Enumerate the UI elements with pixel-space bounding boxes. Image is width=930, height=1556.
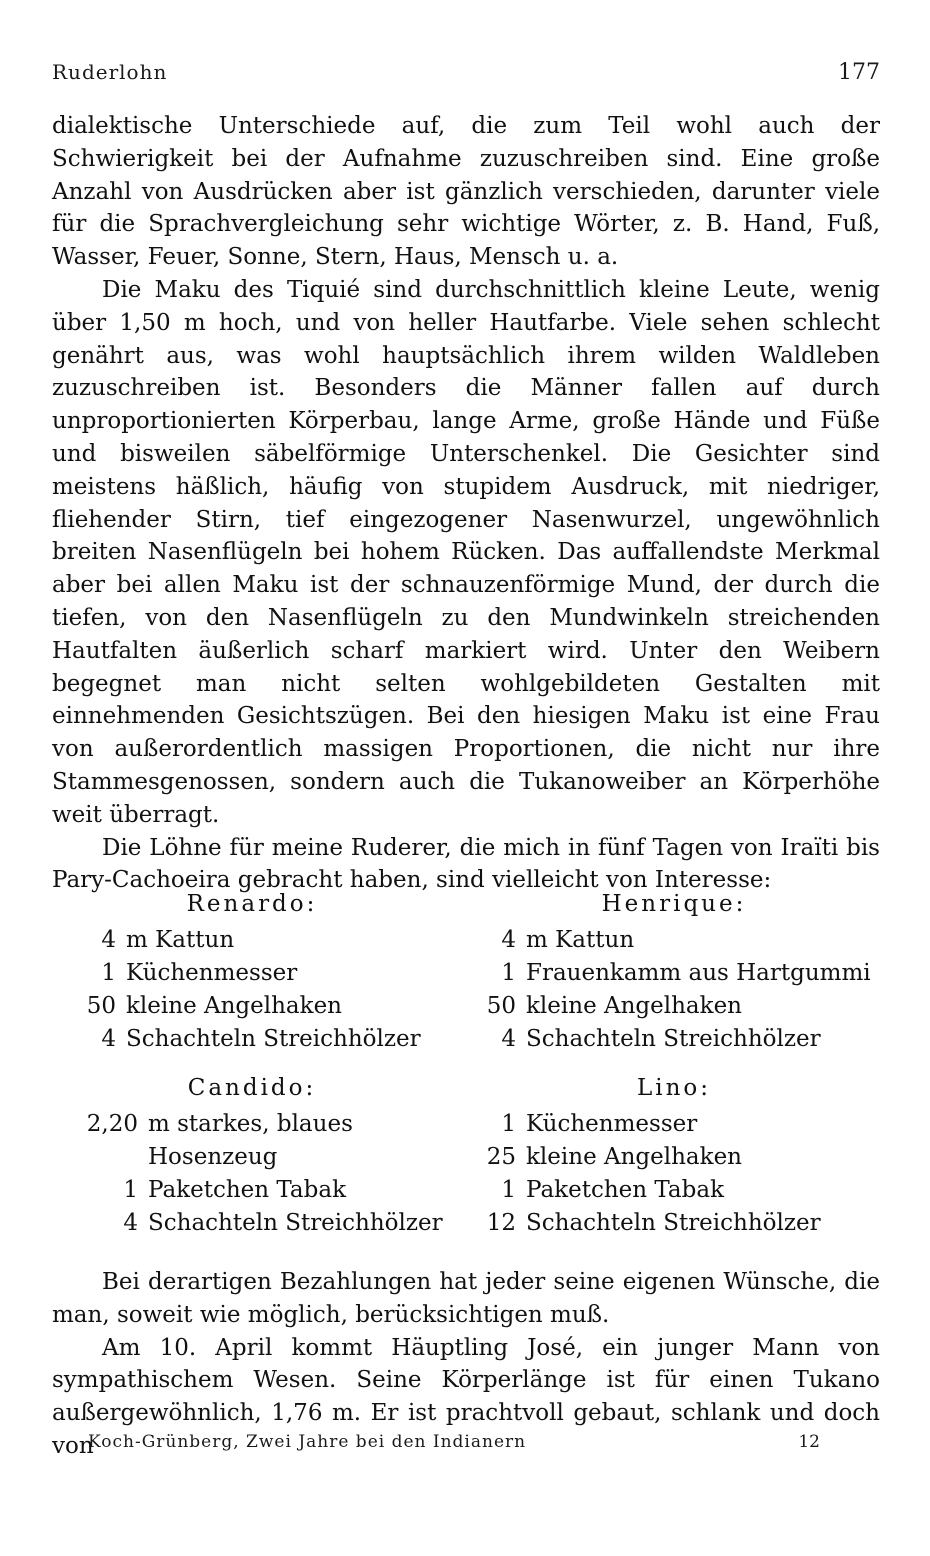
printer-signature: Koch-Grünberg, Zwei Jahre bei den Indianern [88, 1432, 527, 1452]
rower-name-renardo: Renardo: [186, 891, 318, 917]
wage-item [468, 990, 880, 1023]
item-quantity: 50 [86, 993, 116, 1019]
item-text: m Kattun [126, 927, 235, 953]
wage-item [468, 957, 880, 990]
paragraph-chief-jose: Am 10. April kommt Häuptling José, ein junger Mann von sympathischem Wesen. Seine Körperlänge ist für einen Tukano außergewöhnlich, 1,76 m. Er ist prachtvoll gebaut, schlank und doch von [52, 1334, 880, 1459]
rower-name-henrique: Henrique: [601, 891, 747, 917]
paragraph-payment-wishes: Bei derartigen Bezahlungen hat jeder seine eigenen Wünsche, die man, soweit wie möglich, berücksichtigen muß. [52, 1269, 880, 1328]
item-text: Paketchen Tabak [526, 1177, 725, 1203]
item-text: Schachteln Streichhölzer [148, 1210, 443, 1236]
item-text: Schachteln Streichhölzer [526, 1026, 821, 1052]
wage-item [52, 990, 452, 1023]
item-quantity: 25 [486, 1144, 516, 1170]
item-text: Küchenmesser [526, 1111, 698, 1137]
paragraph-continued: dialektische Unterschiede auf, die zum Teil wohl auch der Schwierigkeit bei der Aufnahme zuzuschreiben sind. Eine große Anzahl von Ausdrücken aber ist gänzlich verschieden, darunter viele für die Sprachvergleichung sehr wichtige Wörter, z. B. Hand, Fuß, Wasser, Feuer, Sonne, Stern, Haus, Mensch u. a. [52, 113, 880, 271]
wage-item [52, 1141, 452, 1174]
wage-item [52, 1207, 452, 1240]
rower-name-candido: Candido: [187, 1075, 317, 1101]
wage-item [52, 924, 452, 957]
wage-item [52, 1174, 452, 1207]
item-text: Frauenkamm aus Hartgummi [526, 960, 871, 986]
wage-item [468, 924, 880, 957]
item-text: kleine Angelhaken [126, 993, 342, 1019]
item-quantity: 4 [123, 1210, 138, 1236]
item-quantity: 4 [101, 1026, 116, 1052]
wages-lists [52, 884, 880, 1256]
page-header [52, 60, 880, 90]
item-quantity: 1 [123, 1177, 138, 1203]
item-text: Schachteln Streichhölzer [526, 1210, 821, 1236]
sheet-number: 12 [798, 1432, 820, 1452]
item-text: Hosenzeug [148, 1144, 278, 1170]
item-quantity: 4 [501, 1026, 516, 1052]
wage-item [468, 1141, 880, 1174]
item-text: m Kattun [526, 927, 635, 953]
wage-item [52, 957, 452, 990]
item-text: Küchenmesser [126, 960, 298, 986]
wage-item [468, 1174, 880, 1207]
page-footer [88, 1432, 820, 1458]
item-text: Paketchen Tabak [148, 1177, 347, 1203]
wage-item [52, 1108, 452, 1141]
item-quantity [52, 1141, 138, 1174]
page-number: 177 [838, 60, 880, 85]
wage-item [468, 1207, 880, 1240]
item-quantity: 1 [501, 960, 516, 986]
item-text: kleine Angelhaken [526, 993, 742, 1019]
item-quantity: 4 [501, 927, 516, 953]
item-text: m starkes, blaues [148, 1111, 353, 1137]
wages-column-right [468, 884, 880, 1240]
wages-column-left [52, 884, 452, 1240]
item-quantity: 1 [501, 1177, 516, 1203]
wage-item [468, 1108, 880, 1141]
item-quantity: 4 [101, 927, 116, 953]
paragraph-maku-description: Die Maku des Tiquié sind durchschnittlich kleine Leute, wenig über 1,50 m hoch, und von heller Hautfarbe. Viele sehen schlecht genährt aus, was wohl hauptsächlich ihrem wilden Waldleben zuzuschreiben ist. Besonders die Männer fallen auf durch unproportionierten Körperbau, lange Arme, große Hände und Füße und bisweilen säbelförmige Unterschenkel. Die Gesichter sind meistens häßlich, häufig von stupidem Ausdruck, mit niedriger, fliehender Stirn, tief eingezogener Nasenwurzel, ungewöhnlich breiten Nasenflügeln bei hohem Rücken. Das auffallendste Merkmal aber bei allen Maku ist der schnauzenförmige Mund, der durch die tiefen, von den Nasenflügeln zu den Mundwinkeln streichenden Hautfalten äußerlich scharf markiert wird. Unter den Weibern begegnet man nicht selten wohlgebildeten Gestalten mit einnehmenden Gesichtszügen. Bei den hiesigen Maku ist eine Frau von außerordentlich massigen Proportionen, die nicht nur ihre Stammesgenossen, sondern auch die Tukanoweiber an Körperhöhe weit überragt. [52, 276, 880, 828]
item-quantity: 12 [486, 1210, 516, 1236]
paragraph-wages-intro: Die Löhne für meine Ruderer, die mich in fünf Tagen von Iraïti bis Pary-Cachoeira gebracht haben, sind vielleicht von Interesse: [52, 834, 880, 894]
item-quantity: 2,20 [86, 1111, 138, 1137]
item-quantity: 50 [486, 993, 516, 1019]
item-text: Schachteln Streichhölzer [126, 1026, 421, 1052]
item-text: kleine Angelhaken [526, 1144, 742, 1170]
item-quantity: 1 [101, 960, 116, 986]
wage-item [468, 1023, 880, 1056]
running-title: Ruderlohn [52, 60, 168, 84]
wage-item [52, 1023, 452, 1056]
main-text [52, 110, 880, 897]
rower-name-lino: Lino: [636, 1075, 712, 1101]
item-quantity: 1 [501, 1111, 516, 1137]
